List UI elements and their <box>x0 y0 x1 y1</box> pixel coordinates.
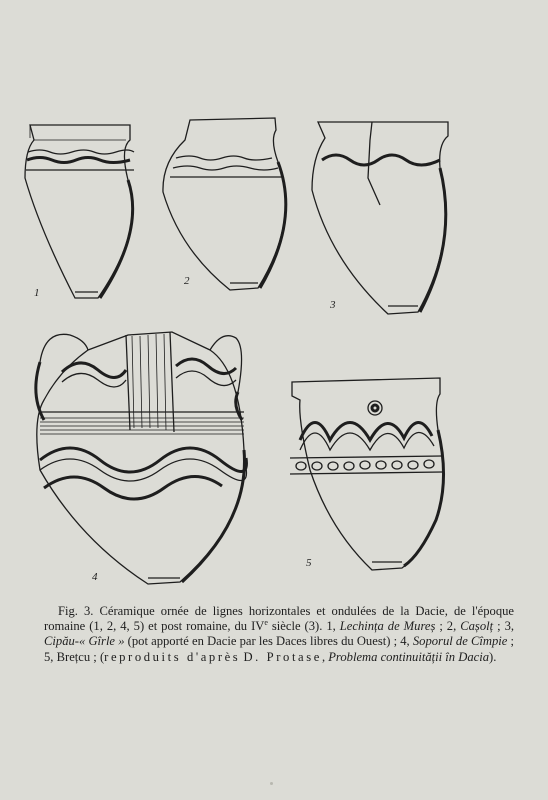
figure-caption <box>44 604 514 665</box>
caption-text-1: Céramique ornée de lignes horizontales et ondulées de la Dacie, de l'époque romaine (1, 2, 4, 5) et post romaine, du IV <box>44 604 514 634</box>
caption-sep-2: ; 3, <box>493 619 515 634</box>
vessel-1 <box>25 125 134 299</box>
caption-text-3: (pot apporté en Dacie par les Daces libres du Ouest) ; 4, <box>124 634 413 649</box>
fig-label-3: 3 <box>330 299 336 311</box>
caption-site-3: Cipău-« Gîrle » <box>44 634 125 649</box>
vessel-3 <box>312 122 448 314</box>
caption-work-title: Problema continuității în Dacia <box>328 649 490 664</box>
fig-label-2: 2 <box>184 275 190 287</box>
caption-superscript: e <box>264 618 268 628</box>
vessel-4 <box>36 332 247 584</box>
caption-sep-4: , <box>321 649 329 664</box>
caption-text-4: ; 5, Brețcu ; ( <box>44 634 515 664</box>
page-mark <box>270 782 273 785</box>
caption-reproduits: reproduits d'après <box>104 649 241 664</box>
caption-site-4: Soporul de Cîmpie <box>412 634 508 649</box>
caption-site-2: Cașolț <box>460 619 494 634</box>
caption-author: D. Protase <box>243 649 322 664</box>
fig-label-5: 5 <box>306 557 312 569</box>
fig-label-1: 1 <box>34 287 40 299</box>
fig-label-4: 4 <box>92 571 98 583</box>
caption-text-2: siècle (3). 1, <box>267 619 340 634</box>
caption-sep-1: ; 2, <box>435 619 461 634</box>
caption-figure-number: Fig. 3. <box>58 604 94 618</box>
caption-end: ). <box>489 649 497 664</box>
vessel-5 <box>290 378 444 570</box>
caption-site-1: Lechința de Mureș <box>339 619 436 634</box>
vessel-2 <box>163 118 286 290</box>
